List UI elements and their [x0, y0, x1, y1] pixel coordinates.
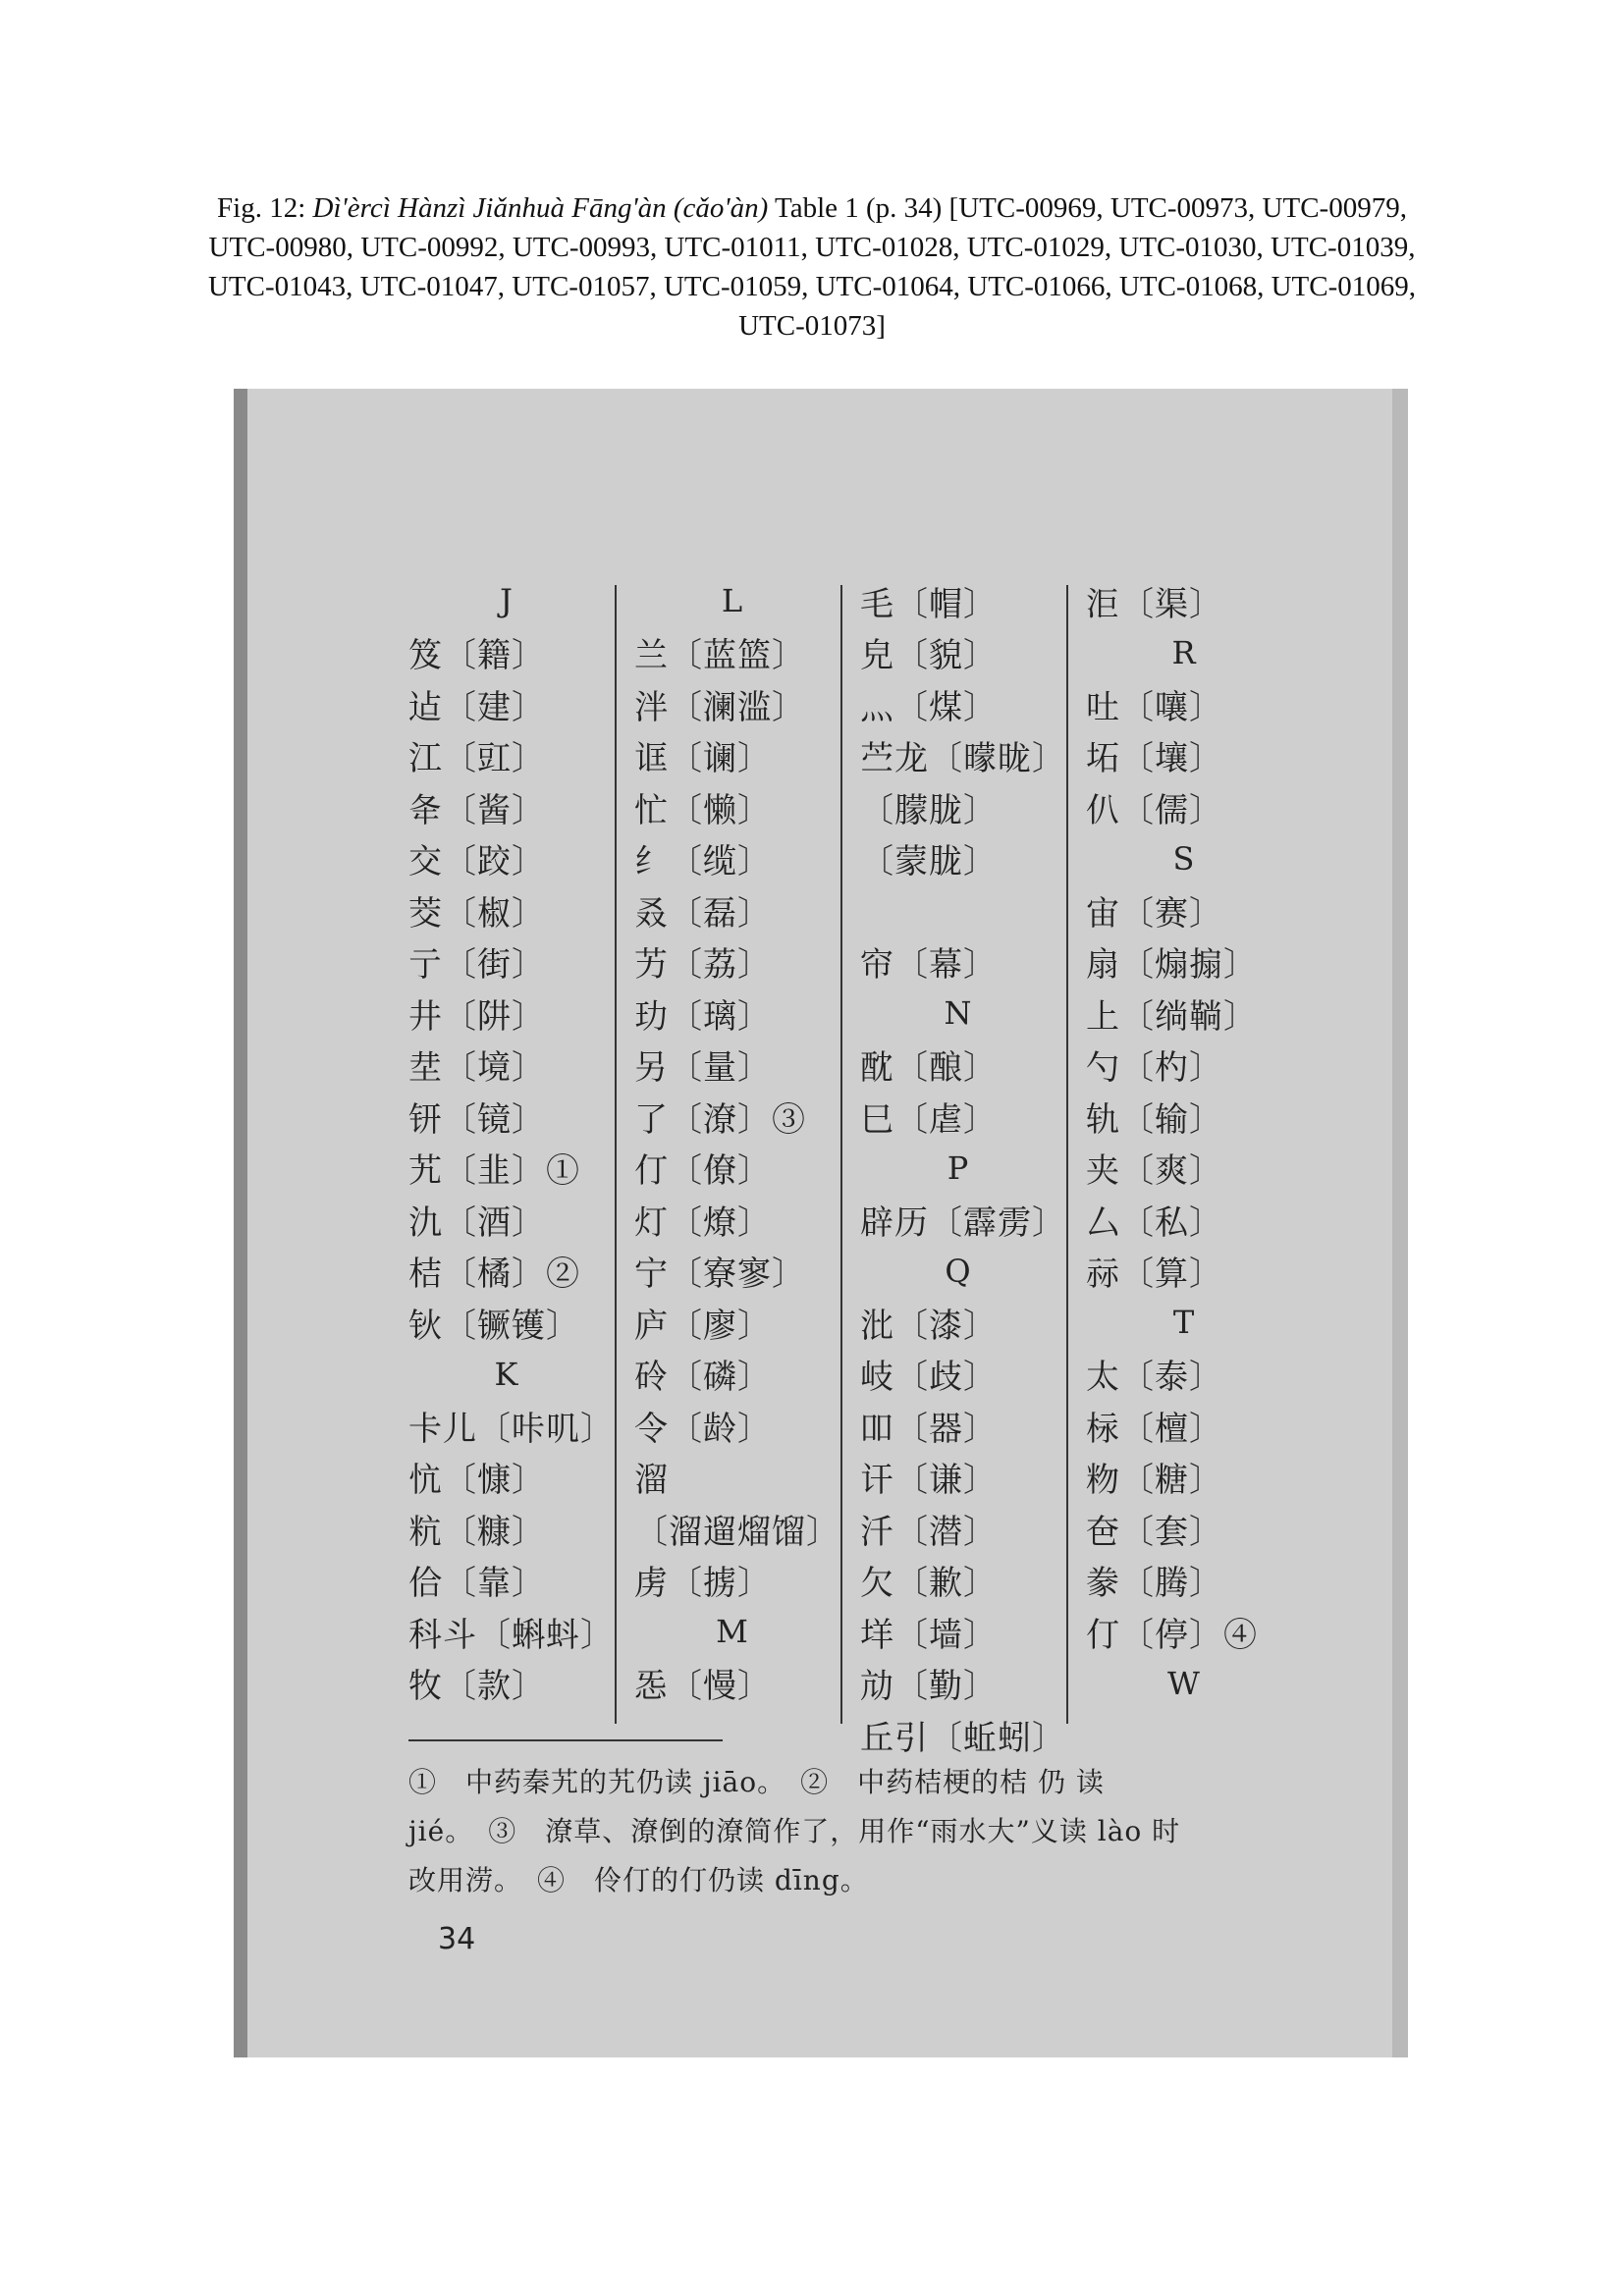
table-entry: 艻〔荔〕: [634, 945, 772, 986]
table-entry: 夅〔酱〕: [408, 790, 546, 830]
table-entry: [860, 884, 1056, 936]
table-entry: 钬〔镢镬〕: [408, 1306, 580, 1346]
table-column-3: [860, 575, 1066, 1761]
letter-heading: P: [947, 1148, 970, 1187]
table-entry: 巳〔虐〕: [860, 1099, 998, 1140]
edge-mark: [1392, 1915, 1408, 1935]
table-entry: 宁〔寮寥〕: [634, 1255, 806, 1295]
table-entry: 庐〔廖〕: [634, 1306, 772, 1346]
table-entry: 诓〔谰〕: [634, 739, 772, 779]
table-entry: 皃〔貌〕: [860, 636, 998, 676]
table-entry: 〔溜遛熘馏〕: [634, 1512, 840, 1552]
table-entry: 氿〔酒〕: [408, 1202, 546, 1243]
table-entry: 洰〔渠〕: [1086, 584, 1223, 624]
column-divider: [840, 585, 842, 1724]
table-column-1: [408, 575, 615, 1709]
table-entry: 宙〔赛〕: [1086, 893, 1223, 934]
table-entry: 苎龙〔曚昽〕: [860, 739, 1066, 779]
letter-heading: L: [721, 582, 744, 620]
letter-heading: Q: [945, 1252, 972, 1290]
table-entry: 〔蒙胧〕: [860, 842, 998, 882]
table-entry: 虏〔掳〕: [634, 1564, 772, 1604]
table-entry: 辟历〔霹雳〕: [860, 1202, 1066, 1243]
table-entry: 夹〔爽〕: [1086, 1151, 1223, 1192]
table-entry: 灯〔燎〕: [634, 1202, 772, 1243]
table-entry: 扇〔煽搧〕: [1086, 945, 1258, 986]
table-entry: 科斗〔蝌蚪〕: [408, 1615, 615, 1655]
table-entry: 卡儿〔咔叽〕: [408, 1409, 615, 1449]
letter-heading: J: [500, 582, 514, 620]
table-entry: 笈〔籍〕: [408, 636, 546, 676]
table-entry: 沘〔漆〕: [860, 1306, 998, 1346]
table-entry: 井〔阱〕: [408, 996, 546, 1037]
column-divider: [1066, 585, 1068, 1724]
table-entry: 㤅〔慢〕: [634, 1667, 772, 1707]
table-entry: 纟〔缆〕: [634, 842, 772, 882]
figure-label: Fig. 12:: [217, 192, 313, 224]
table-entry: 另〔量〕: [634, 1048, 772, 1089]
footnote-line: jié。 ③ 潦草、潦倒的潦简作了，用作“雨水大”义读 lào 时: [408, 1815, 1181, 1847]
table-entry: 上〔绱鞝〕: [1086, 996, 1258, 1037]
table-entry: 灬〔煤〕: [860, 687, 998, 727]
table-entry: 岐〔歧〕: [860, 1358, 998, 1398]
table-entry: 丘引〔蚯蚓〕: [860, 1718, 1066, 1758]
table-entry: 玏〔璃〕: [634, 996, 772, 1037]
letter-heading: N: [944, 994, 973, 1033]
letter-heading: S: [1172, 839, 1196, 878]
table-entry: 毛〔帽〕: [860, 584, 998, 624]
table-entry: 太〔泰〕: [1086, 1358, 1223, 1398]
table-entry: 汘〔潜〕: [860, 1512, 998, 1552]
edge-mark: [1392, 1783, 1408, 1802]
table-entry: 酖〔酿〕: [860, 1048, 998, 1089]
table-entry: 欠〔歉〕: [860, 1564, 998, 1604]
table-entry: 泮〔澜滥〕: [634, 687, 806, 727]
table-entry: 讦〔谦〕: [860, 1461, 998, 1501]
scanned-page: [234, 389, 1408, 2057]
table-entry: 钘〔镜〕: [408, 1099, 546, 1140]
table-entry: 牧〔款〕: [408, 1667, 546, 1707]
table-entry: 坓〔境〕: [408, 1048, 546, 1089]
table-entry: 厶〔私〕: [1086, 1202, 1223, 1243]
table-entry: 忙〔懒〕: [634, 790, 772, 830]
figure-title: Dì'èrcì Hànzì Jiǎnhuà Fāng'àn (cǎo'àn): [312, 192, 769, 224]
table-entry: 交〔跤〕: [408, 842, 546, 882]
letter-heading: M: [716, 1613, 749, 1651]
table-entry: 柡〔檀〕: [1086, 1409, 1223, 1449]
footnote-rule: [408, 1739, 723, 1741]
table-entry: 祘〔算〕: [1086, 1255, 1223, 1295]
letter-heading: T: [1172, 1304, 1196, 1342]
table-entry: 了〔潦〕③: [634, 1099, 806, 1140]
edge-mark: [1392, 1370, 1408, 1410]
table-entry: 〔朦胧〕: [860, 790, 998, 830]
table-entry: 粅〔糖〕: [1086, 1461, 1223, 1501]
table-column-2: [634, 575, 840, 1709]
footnote-line: ① 中药秦艽的艽仍读 jiāo。 ② 中药桔梗的桔 仍 读: [408, 1766, 1105, 1798]
table-entry: 勺〔杓〕: [1086, 1048, 1223, 1089]
table-entry: 叒〔磊〕: [634, 893, 772, 934]
table-entry: 茭〔椒〕: [408, 893, 546, 934]
table-entry: 兰〔蓝篮〕: [634, 636, 806, 676]
page-number: 34: [438, 1922, 476, 1956]
table-entry: 劥〔勤〕: [860, 1667, 998, 1707]
table-entry: 桔〔橘〕②: [408, 1255, 580, 1295]
table-entry: 迠〔建〕: [408, 687, 546, 727]
table-entry: 吐〔嚷〕: [1086, 687, 1223, 727]
table-entry: 夿〔套〕: [1086, 1512, 1223, 1552]
table-entry: 亍〔街〕: [408, 945, 546, 986]
letter-heading: R: [1171, 633, 1197, 671]
footnotes: [408, 1758, 1312, 1905]
table-entry: 令〔龄〕: [634, 1409, 772, 1449]
table-entry: 江〔豇〕: [408, 739, 546, 779]
letter-heading: K: [494, 1355, 519, 1393]
figure-caption: [196, 188, 1428, 346]
table-column-4: [1086, 575, 1282, 1709]
table-entry: 吅〔器〕: [860, 1409, 998, 1449]
table-entry: 砱〔磷〕: [634, 1358, 772, 1398]
table-entry: 轨〔输〕: [1086, 1099, 1223, 1140]
footnote-line: 改用涝。 ④ 伶仃的仃仍读 dīng。: [408, 1864, 869, 1896]
table-entry: 坧〔壤〕: [1086, 739, 1223, 779]
figure-caption-rest: Table 1 (p. 34) [UTC-00969, UTC-00973, UTC-00979, UTC-00980, UTC-00992, UTC-00993, UTC-01011, UTC-01028, UTC-01029, UTC-01030, UTC-01039, UTC-01043, UTC-01047, UTC-01057, UTC-01059, UTC-01064, UTC-01066, UTC-01068, UTC-01069, UTC-01073]: [207, 192, 1416, 342]
table-entry: 佮〔靠〕: [408, 1564, 546, 1604]
table-entry: 艽〔韭〕①: [408, 1151, 580, 1192]
table-entry: 豢〔腾〕: [1086, 1564, 1223, 1604]
letter-heading: W: [1167, 1664, 1201, 1702]
table-entry: 仃〔停〕④: [1086, 1615, 1258, 1655]
column-divider: [615, 585, 617, 1724]
table-entry: 忼〔慷〕: [408, 1461, 546, 1501]
table-entry: 帘〔幕〕: [860, 945, 998, 986]
table-entry: 仈〔儒〕: [1086, 790, 1223, 830]
table-entry: 溜: [634, 1461, 669, 1501]
table-entry: 粇〔糠〕: [408, 1512, 546, 1552]
table-entry: 仃〔僚〕: [634, 1151, 772, 1192]
table-entry: 垟〔墙〕: [860, 1615, 998, 1655]
